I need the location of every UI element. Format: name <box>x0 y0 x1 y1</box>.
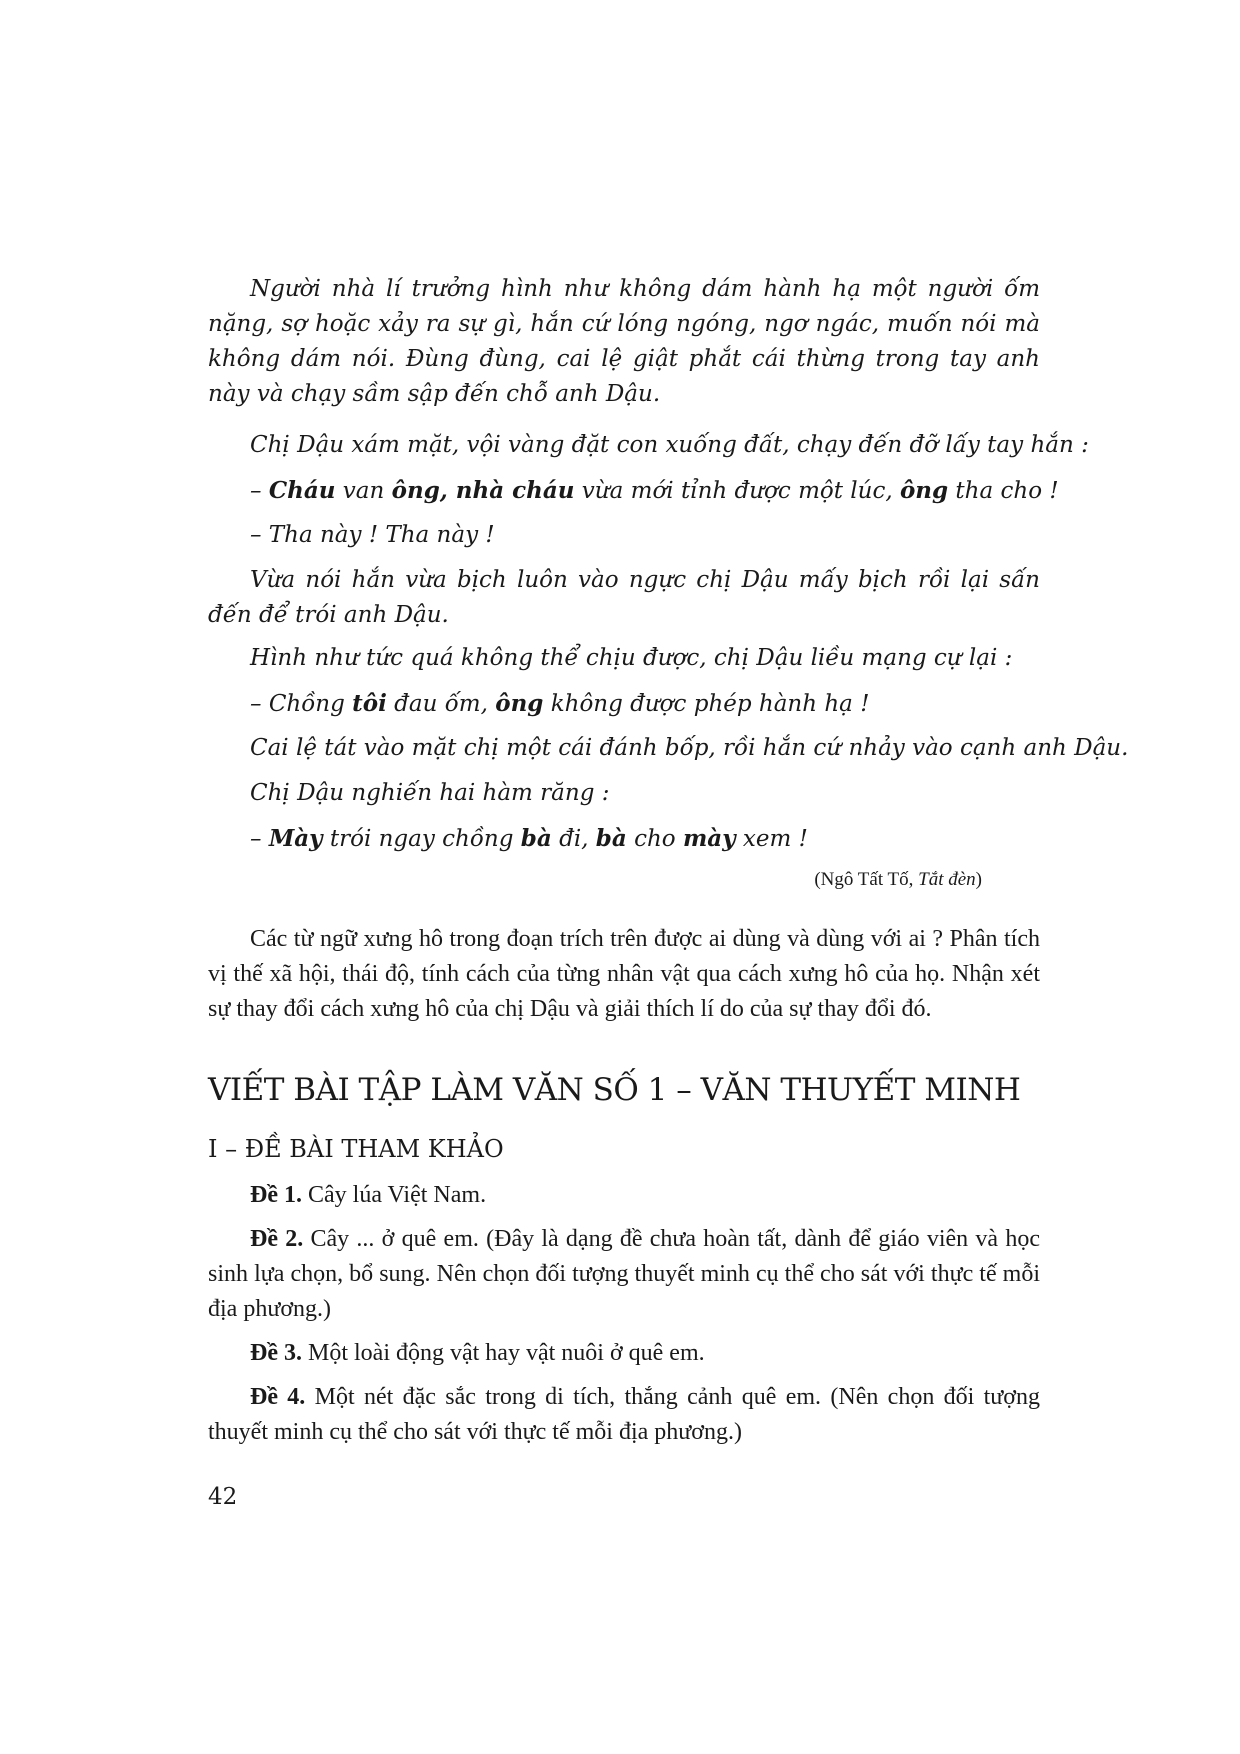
dialogue-text: cho <box>626 826 683 852</box>
dialogue-text: Chồng <box>268 691 353 717</box>
dialogue-line-3 <box>250 686 1040 722</box>
topic-label: Đề 3. <box>250 1340 302 1366</box>
topic-label: Đề 1. <box>250 1182 302 1208</box>
topic-1 <box>208 1178 1040 1213</box>
dialogue-text: trói ngay chồng <box>322 826 521 852</box>
dialogue-line-4 <box>250 821 1040 857</box>
dialogue-text: vừa mới tỉnh được một lúc, <box>574 478 900 504</box>
exercise-question: Các từ ngữ xưng hô trong đoạn trích trên được ai dùng và dùng với ai ? Phân tích vị thế xã hội, thái độ, tính cách của từng nhân vật qua cách xưng hô của họ. Nhận xét sự thay đổi cách xưng hô của chị Dậu và giải thích lí do của sự thay đổi đó. <box>208 926 1040 1022</box>
excerpt-paragraph-5: Cai lệ tát vào mặt chị một cái đánh bốp, rồi hắn cứ nhảy vào cạnh anh Dậu. <box>250 735 1129 761</box>
emphasis-word: Cháu <box>268 477 336 504</box>
emphasis-word: bà <box>520 825 552 852</box>
subsection-title: I – ĐỀ BÀI THAM KHẢO <box>208 1135 504 1163</box>
dialogue-line-1 <box>250 473 1059 509</box>
topic-text: Cây lúa Việt Nam. <box>301 1182 487 1208</box>
dialogue-text: – <box>250 691 269 717</box>
excerpt-paragraph-3: Vừa nói hắn vừa bịch luôn vào ngực chị Dậu mấy bịch rồi lại sấn đến để trói anh Dậu. <box>208 567 1040 628</box>
topic-4 <box>208 1380 1040 1450</box>
topic-2 <box>208 1222 1040 1327</box>
dialogue-text: van <box>335 478 392 504</box>
emphasis-word: ông <box>495 690 544 717</box>
excerpt-paragraph-6: Chị Dậu nghiến hai hàm răng : <box>250 780 610 806</box>
excerpt-paragraph-1: Người nhà lí trưởng hình như không dám hành hạ một người ốm nặng, sợ hoặc xảy ra sự gì, hắn cứ lóng ngóng, ngơ ngác, muốn nói mà không dám nói. Đùng đùng, cai lệ giật phắt cái thừng trong tay anh này và chạy sầm sập đến chỗ anh Dậu. <box>208 276 1040 407</box>
dialogue-dash: – <box>250 478 269 504</box>
dialogue-line-2: – Tha này ! Tha này ! <box>250 522 495 548</box>
citation-work-title: Tắt đèn <box>918 869 976 890</box>
excerpt-paragraph-4: Hình như tức quá không thể chịu được, chị Dậu liều mạng cự lại : <box>250 645 1013 671</box>
emphasis-word: ông, nhà cháu <box>391 477 575 504</box>
source-citation <box>814 866 982 894</box>
excerpt-paragraph-2: Chị Dậu xám mặt, vội vàng đặt con xuống đất, chạy đến đỡ lấy tay hắn : <box>250 432 1089 458</box>
dialogue-text: đi, <box>551 826 596 852</box>
emphasis-word: mày <box>682 825 736 852</box>
topic-text: Một loài động vật hay vật nuôi ở quê em. <box>301 1340 705 1366</box>
dialogue-text: đau ốm, <box>386 691 496 717</box>
citation-close: ) <box>975 869 982 890</box>
topic-label: Đề 2. <box>250 1226 304 1252</box>
topic-text: Một nét đặc sắc trong di tích, thắng cảnh quê em. (Nên chọn đối tượng thuyết minh cụ thể cho sát với thực tế mỗi địa phương.) <box>208 1384 1041 1445</box>
emphasis-word: Mày <box>268 825 323 852</box>
citation-author: (Ngô Tất Tố, <box>814 869 919 890</box>
emphasis-word: tôi <box>352 690 387 717</box>
dialogue-text: xem ! <box>735 826 808 852</box>
dialogue-text: không được phép hành hạ ! <box>543 691 870 717</box>
topic-3 <box>208 1336 1040 1371</box>
topic-label: Đề 4. <box>250 1384 306 1410</box>
dialogue-dash: – <box>250 826 269 852</box>
emphasis-word: bà <box>595 825 627 852</box>
topic-text: Cây ... ở quê em. (Đây là dạng đề chưa hoàn tất, dành để giáo viên và học sinh lựa chọn, bổ sung. Nên chọn đối tượng thuyết minh cụ thể cho sát với thực tế mỗi địa phương.) <box>208 1226 1040 1322</box>
dialogue-text: tha cho ! <box>948 478 1059 504</box>
emphasis-word: ông <box>899 477 949 504</box>
page-number: 42 <box>208 1484 238 1510</box>
section-title: VIẾT BÀI TẬP LÀM VĂN SỐ 1 – VĂN THUYẾT MINH <box>208 1072 1021 1108</box>
